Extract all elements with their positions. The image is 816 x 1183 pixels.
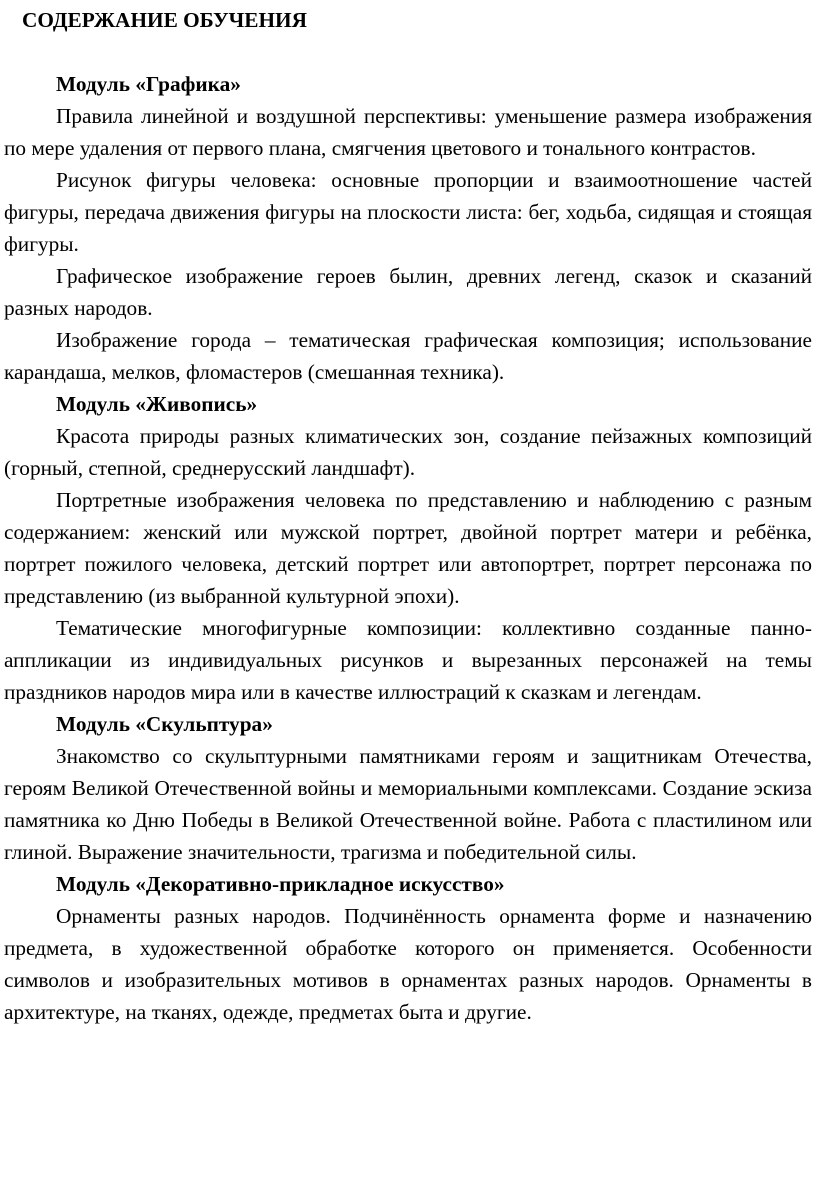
- module-heading: Модуль «Декоративно-прикладное искусство»: [56, 872, 505, 896]
- module-graphics: [4, 68, 812, 388]
- module-heading: Модуль «Скульптура»: [56, 712, 273, 736]
- paragraph: Правила линейной и воздушной перспективы: уменьшение размера изображения по мере удаления от первого плана, смягчения цветового и тонального контрастов.: [4, 104, 812, 160]
- module-decorative-arts: [4, 868, 812, 1028]
- module-heading: Модуль «Живопись»: [56, 392, 258, 416]
- module-painting: [4, 388, 812, 708]
- paragraph: Изображение города – тематическая графическая композиция; использование карандаша, мелков, фломастеров (смешанная техника).: [4, 328, 812, 384]
- paragraph: Орнаменты разных народов. Подчинённость орнамента форме и назначению предмета, в художественной обработке которого он применяется. Особенности символов и изобразительных мотивов в орнаментах разных народов. Орнаменты в архитектуре, на тканях, одежде, предметах быта и другие.: [4, 904, 812, 1024]
- paragraph: Графическое изображение героев былин, древних легенд, сказок и сказаний разных народов.: [4, 264, 812, 320]
- paragraph: Портретные изображения человека по представлению и наблюдению с разным содержанием: женский или мужской портрет, двойной портрет матери и ребёнка, портрет пожилого человека, детский портрет или автопортрет, портрет персонажа по представлению (из выбранной культурной эпохи).: [4, 488, 812, 608]
- paragraph: Рисунок фигуры человека: основные пропорции и взаимоотношение частей фигуры, передача движения фигуры на плоскости листа: бег, ходьба, сидящая и стоящая фигуры.: [4, 168, 812, 256]
- title-spacer: [4, 36, 812, 68]
- module-heading: Модуль «Графика»: [56, 72, 241, 96]
- module-sculpture: [4, 708, 812, 868]
- paragraph: Тематические многофигурные композиции: коллективно созданные панно-аппликации из индивидуальных рисунков и вырезанных персонажей на темы праздников народов мира или в качестве иллюстраций к сказкам и легендам.: [4, 616, 812, 704]
- document-title: СОДЕРЖАНИЕ ОБУЧЕНИЯ: [22, 8, 307, 32]
- paragraph: Красота природы разных климатических зон, создание пейзажных композиций (горный, степной, среднерусский ландшафт).: [4, 424, 812, 480]
- paragraph: Знакомство со скульптурными памятниками героям и защитникам Отечества, героям Великой Отечественной войны и мемориальными комплексами. Создание эскиза памятника ко Дню Победы в Великой Отечественной войне. Работа с пластилином или глиной. Выражение значительности, трагизма и победительной силы.: [4, 744, 812, 864]
